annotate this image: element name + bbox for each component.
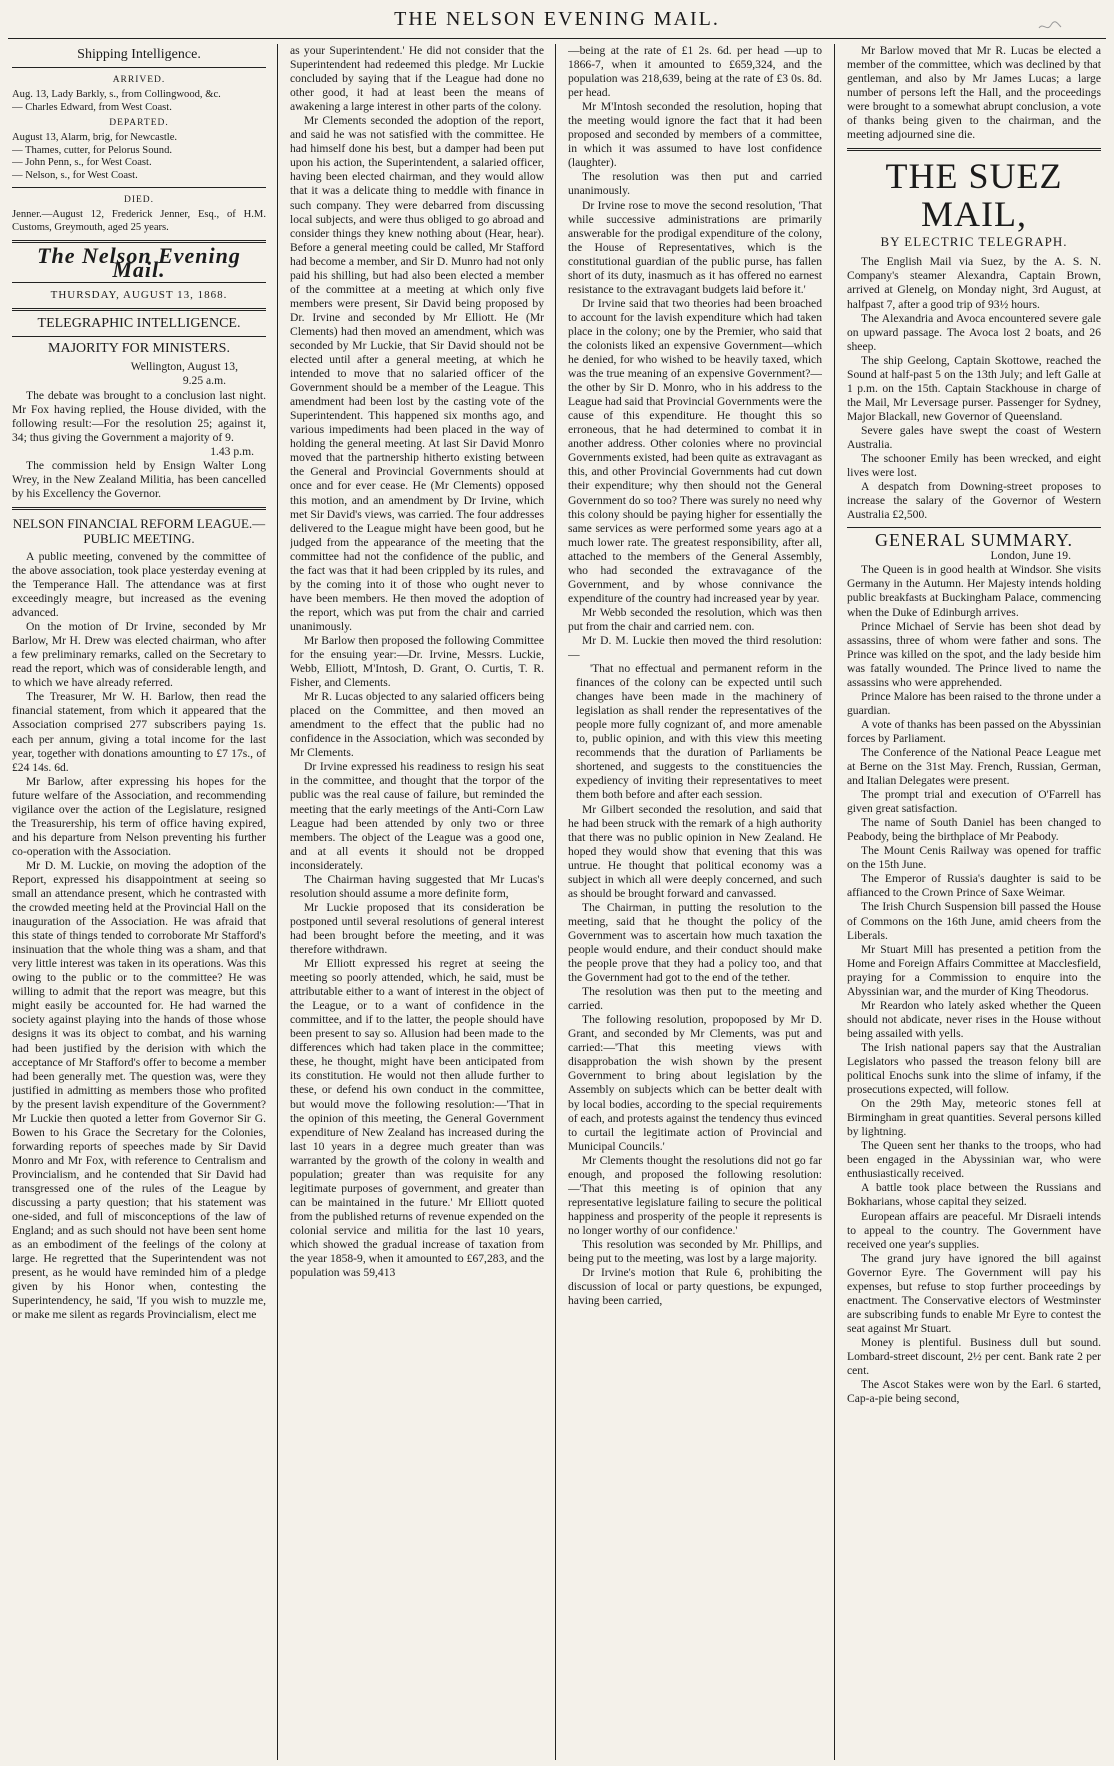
article-paragraph: Mr R. Lucas objected to any salaried officers being placed on the Committee, and then moved an amendment to the effect that the public had no confidence in the Association, which was seconded by Mr Clements. — [290, 690, 544, 760]
divider — [12, 282, 266, 283]
article-paragraph: The ship Geelong, Captain Skottowe, reached the Sound at half-past 5 on the 13th July; and left Galle at 1 p.m. on the 15th. Captain Stackhouse in charge of the Mail, Mr Leversage purser. Passenger for Sydney, Major Blackall, new Governor of Queensland. — [847, 353, 1101, 423]
suez-mail-subheading: BY ELECTRIC TELEGRAPH. — [880, 234, 1068, 250]
departure-entry: August 13, Alarm, brig, for Newcastle. — [12, 132, 178, 144]
divider — [847, 527, 1101, 528]
column-2 — [290, 44, 544, 1760]
article-paragraph: The commission held by Ensign Walter Long Wrey, in the New Zealand Militia, has been cancelled by his Excellency the Governor. — [12, 458, 266, 500]
article-paragraph: Mr D. M. Luckie, on moving the adoption of the Report, expressed his disappointment at seeing so small an attendance present, which he contrasted with the crowded meeting held at the Provincial Hall on the inauguration of the Association. He was afraid that this state of things tended to corroborate Mr Stafford's insinuation that the whole thing was a sham, and that very little interest was taken in its operations. Was this owing to the public or to the committee? He was willing to admit that the report was meagre, but this might easily be accounted for. He had warned the society against playing into the hands of those whose designs it was its object to combat, and his warning had been justified by the derision with which the acceptance of Mr Stafford's offer to become a member had been generally met. The question was, were they justified in admitting as members those who profited by the present lavish expenditure of the Government? Mr Luckie then quoted a letter from Governor Sir G. Bowen to his Grace the Secretary for the Colonies, forwarding reports of speeches made by Sir David Monro and Mr Fox, with reference to Centralism and Provincialism, and he contended that Sir David had transgressed one of the rules of the League by discussing a party question; that his statement was one-sided, and full of misconceptions of the law of England; and as such should not have been sent home as an embodiment of the feelings of the colony at large. He regretted that the Superintendent was not present, as he would have reminded him of a pledge given by his Honor when, contesting the Superintendency, he said, 'If you wish to muzzle me, or make me silent as regards Provincialism, elect me — [12, 858, 266, 1322]
death-notice: Jenner.—August 12, Frederick Jenner, Esq., of H.M. Customs, Greymouth, aged 25 years. — [12, 209, 266, 233]
article-paragraph: The following resolution, propoposed by Mr D. Grant, and seconded by Mr Clements, was put and carried:—'That this meeting views with disapprobation the wish shown by the present Government to bring about legislation by the Assembly on subjects which can be better dealt with by local bodies, according to the special requirements of each, and protests against the tendency thus evinced to curtail the legitimate action of Provincial and Municipal Councils.' — [568, 1013, 822, 1153]
divider — [12, 336, 266, 337]
article-paragraph: The resolution was then put to the meeting and carried. — [568, 985, 822, 1013]
masthead-rule — [8, 38, 1106, 39]
divider — [12, 187, 266, 188]
column-4 — [847, 44, 1101, 1760]
departure-entry: — Thames, cutter, for Pelorus Sound. — [12, 144, 173, 156]
column-rule — [277, 44, 278, 1760]
article-paragraph: The Chairman, in putting the resolution to the meeting, said that he thought the policy of the Government was to ascertain how much taxation the people would endure, and their conduct should make the people prove that they had a policy too, and that the Government had got to the end of the tether. — [568, 900, 822, 985]
article-paragraph: On the 29th May, meteoric stones fell at Birmingham in great quantities. Several persons killed by lightning. — [847, 1097, 1101, 1139]
article-paragraph: Dr Irvine expressed his readiness to resign his seat in the committee, and thought that the torpor of the public was the real cause of failure, but reminded the meeting that the early meetings of the Anti-Corn Law League had been attended by only two or three members. The object of the League was a good one, and at all events it should not be dropped inconsiderately. — [290, 760, 544, 872]
article-paragraph: The Emperor of Russia's daughter is said to be affianced to the Crown Prince of Saxe Weimar. — [847, 872, 1101, 900]
resolution-quote: 'That no effectual and permanent reform in the finances of the colony can be expected until such changes have been made in the machinery of legislation as shall render the representatives of the people more fully cognizant of, and more amenable to, public opinion, and with this view this meeting recommends that the duration of Parliaments be shortened, and suggests to the constituencies the expediency of inviting their representatives to meet them both before and after each session. — [576, 662, 822, 802]
article-paragraph: A despatch from Downing-street proposes to increase the salary of the Governor of Western Australia £2,500. — [847, 480, 1101, 522]
article-paragraph: The grand jury have ignored the bill against Governor Eyre. The Government will pay his expenses, but refuse to stop further proceedings by enactment. The Conservative electors of Westminster are subscribing funds to enable Mr Eyre to contest the seat against Mr Stuart. — [847, 1251, 1101, 1335]
issue-date: THURSDAY, AUGUST 13, 1868. — [50, 289, 228, 302]
article-paragraph: Dr Irvine's motion that Rule 6, prohibiting the discussion of local or party questions, be expunged, having been carried, — [568, 1266, 822, 1308]
article-paragraph: The English Mail via Suez, by the A. S. N. Company's steamer Alexandra, Captain Brown, arrived at Glenelg, on Monday night, 3rd August, at halfpast 7, after a good trip of 93½ hours. — [847, 255, 1101, 311]
column-rule — [555, 44, 556, 1760]
shipping-heading: Shipping Intelligence. — [77, 47, 201, 62]
article-paragraph: Mr Clements thought the resolutions did not go far enough, and proposed the following resolution:—'That this meeting is of opinion that any representative legislature failing to secure the political happiness and prosperity of the people it represents is no longer worthy of our confidence.' — [568, 1153, 822, 1237]
article-paragraph: The Chairman having suggested that Mr Lucas's resolution should assume a more definite form, — [290, 872, 544, 900]
died-heading: DIED. — [123, 195, 155, 206]
divider — [12, 308, 266, 311]
article-paragraph: Mr D. M. Luckie then moved the third resolution:— — [568, 633, 822, 662]
article-paragraph: The Queen sent her thanks to the troops, who had been engaged in the Abyssinian war, who were enthusiastically received. — [847, 1139, 1101, 1181]
article-paragraph: Mr Stuart Mill has presented a petition from the Home and Foreign Affairs Committee at Macclesfield, praying for a Commission to enquire into the Abyssinian war, and the murder of King Theodorus. — [847, 942, 1101, 998]
paper-title: The Nelson Evening Mail. — [37, 243, 241, 283]
telegraphic-heading: TELEGRAPHIC INTELLIGENCE. — [37, 316, 241, 332]
departure-entry: — John Penn, s., for West Coast. — [12, 157, 152, 169]
article-paragraph: The Irish Church Suspension bill passed the House of Commons on the 16th June, amid cheers from the Liberals. — [847, 900, 1101, 942]
article-paragraph: European affairs are peaceful. Mr Disraeli intends to appeal to the country. The Government have received one year's supplies. — [847, 1209, 1101, 1251]
article-paragraph: Mr Luckie proposed that its consideration be postponed until several resolutions of general interest had been brought before the meeting, and it was therefore withdrawn. — [290, 900, 544, 956]
article-paragraph: The Ascot Stakes were won by the Earl. 6 started, Cap-a-pie being second, — [847, 1378, 1101, 1406]
divider — [12, 67, 266, 68]
article-paragraph: The prompt trial and execution of O'Farrell has given great satisfaction. — [847, 788, 1101, 816]
departure-entry: — Nelson, s., for West Coast. — [12, 169, 138, 181]
departed-heading: DEPARTED. — [109, 118, 169, 129]
general-summary-heading: GENERAL SUMMARY. — [874, 530, 1074, 551]
column-3 — [568, 44, 822, 1760]
article-paragraph: Mr Barlow moved that Mr R. Lucas be elected a member of the committee, which was declined by that gentleman, and also by Mr James Lucas; a large number of persons left the Hall, and the proceedings were brought to a somewhat abrupt conclusion, a vote of thanks being given to the chairman, and the meeting adjourned sine die. — [847, 44, 1101, 142]
article-paragraph: The Alexandria and Avoca encountered severe gale on upward passage. The Avoca lost 2 boats, and 26 sheep. — [847, 311, 1101, 353]
article-paragraph: Mr Barlow then proposed the following Committee for the ensuing year:—Dr. Irvine, Messrs. Luckie, Webb, Elliott, M'Intosh, D. Grant, O. Curtis, T. R. Fisher, and Clements. — [290, 633, 544, 690]
column-1 — [12, 44, 266, 1760]
article-paragraph: Money is plentiful. Business dull but sound. Lombard-street discount, 2½ per cent. Bank rate 2 per cent. — [847, 1335, 1101, 1378]
article-paragraph: A vote of thanks has been passed on the Abyssinian forces by Parliament. — [847, 717, 1101, 745]
article-paragraph: Mr Reardon who lately asked whether the Queen should not abdicate, never rises in the House without being assailed with yells. — [847, 998, 1101, 1040]
arrival-entry: Aug. 13, Lady Barkly, s., from Collingwood, &c. — [12, 89, 221, 101]
article-paragraph: Prince Malore has been raised to the throne under a guardian. — [847, 689, 1101, 717]
time-stamp: 1.43 p.m. — [210, 444, 254, 458]
article-paragraph: Mr Barlow, after expressing his hopes for the future welfare of the Association, and recommending vigilance over the action of the Legislature, resigned the Treasurership, his term of office having expired, and his departure from Nelson preventing his further co-operation with the Association. — [12, 774, 266, 858]
article-paragraph: A public meeting, convened by the committee of the above association, took place yesterday evening at the Temperance Hall. The attendance was at first exceedingly meagre, but increased as the evening advanced. — [12, 549, 266, 620]
ink-mark-icon — [1038, 20, 1062, 32]
article-paragraph: Mr Gilbert seconded the resolution, and said that he had been struck with the remark of a high authority that there was no public opinion in New Zealand. He hoped they would show that evening that this was untrue. He thought that political economy was a subject in which all were deeply concerned, and such as should be brought forward and canvassed. — [568, 802, 822, 900]
article-paragraph: The Queen is in good health at Windsor. She visits Germany in the Autumn. Her Majesty intends holding public breakfasts at Buckingham Palace, commencing when the Duke of Edinburgh arrives. — [847, 563, 1101, 619]
suez-mail-heading: THE SUEZ MAIL, — [885, 156, 1063, 235]
time-stamp: 9.25 a.m. — [182, 374, 226, 388]
wellington-dateline: Wellington, August 13, — [130, 360, 238, 374]
article-paragraph: The Conference of the National Peace League met at Berne on the 31st May. French, Russian, German, and Italian Delegates were present. — [847, 745, 1101, 788]
article-paragraph: Prince Michael of Servie has been shot dead by assassins, three of whom were father and sons. The Prince was killed on the spot, and the lady beside him was fatally wounded. The Prince lived to name the assassins who were apprehended. — [847, 619, 1101, 689]
article-paragraph: as your Superintendent.' He did not consider that the Superintendent had redeemed this pledge. Mr Luckie concluded by saying that if the League had done no other good, it had at least been the means of awakening a large interest in other parts of the colony. — [290, 44, 544, 114]
summary-dateline: London, June 19. — [990, 549, 1071, 563]
majority-heading: MAJORITY FOR MINISTERS. — [48, 341, 230, 357]
article-paragraph: —being at the rate of £1 2s. 6d. per head —up to 1866-7, when it amounted to £659,324, and the population was 218,639, being at the rate of £3 0s. 8d. per head. — [568, 44, 822, 100]
article-paragraph: Mr M'Intosh seconded the resolution, hoping that the meeting would ignore the fact that it had been proposed and seconded by members of a committee, in which it was assumed to have lost confidence (laughter). — [568, 100, 822, 170]
article-paragraph: On the motion of Dr Irvine, seconded by Mr Barlow, Mr H. Drew was elected chairman, who after a few preliminary remarks, called on the Secretary to read the report, which was of considerable length, and to which we have already referred. — [12, 620, 266, 690]
financial-reform-heading: NELSON FINANCIAL REFORM LEAGUE.—PUBLIC MEETING. — [12, 515, 266, 546]
article-paragraph: Dr Irvine said that two theories had been broached to account for the lavish expenditure which had taken place in the colony; one by the Premier, who said that the colonists liked an expensive Government—which he denied, for who wished to be heavily taxed, which was the true meaning of an expensive Government?—the other by Sir D. Monro, who in his address to the League had said that Provincial Governments were the cause of this expenditure. He thought this so erroneous, that he had determined to combat it in another address. Other colonies where no provincial Governments existed, had been quite as extravagant as this, and other Provincial Governments had cut down their expenditure; why then should not the General Government do so too? There was surely no need why this colony should be paying higher for essentially the same services as were performed some years ago at a much lower rate. The greatest responsibility, after all, attached to the members of the General Assembly, who had seconded the extravagance of the Government, and by whose connivance the expenditure of the country had increased year by year. — [568, 296, 822, 605]
article-paragraph: The name of South Daniel has been changed to Peabody, being the birthplace of Mr Peabody. — [847, 816, 1101, 844]
masthead — [0, 6, 1114, 36]
article-paragraph: A battle took place between the Russians and Bokharians, whose capital they seized. — [847, 1181, 1101, 1209]
newspaper-title: THE NELSON EVENING MAIL. — [394, 8, 720, 30]
divider — [12, 507, 266, 510]
article-paragraph: Mr Elliott expressed his regret at seeing the meeting so poorly attended, which, he said, must be attributable either to a want of interest in the object of the League, or to a want of confidence in the committee, and if to the latter, the people should have been present to say so. Allusion had been made to the differences which had taken place in the committee; these, he thought, might have been anticipated from its constitution. He would not then allude further to these, or defend his own conduct in the committee, but would move the following resolution:—'That in the opinion of this meeting, the General Government expenditure of New Zealand has increased during the last 10 years in a degree much greater than was warranted by the growth of the colony in wealth and population; greater than was requisite for any legitimate purposes of government, and greater than can be maintained in the future.' Mr Elliott quoted from the published returns of revenue expended on the colonial service and militia for the last 10 years, which showed the gradual increase of taxation from the year 1858-9, when it amounted to £67,283, and the population was 59,413 — [290, 957, 544, 1280]
article-paragraph: This resolution was seconded by Mr. Phillips, and being put to the meeting, was lost by a large majority. — [568, 1237, 822, 1266]
article-paragraph: The Irish national papers say that the Australian Legislators who passed the treason felony bill are political Enochs sunk into the slime of infamy, if the prosecutions expected, will follow. — [847, 1040, 1101, 1097]
article-paragraph: Mr Webb seconded the resolution, which was then put from the chair and carried nem. con. — [568, 605, 822, 633]
article-paragraph: Dr Irvine rose to move the second resolution, 'That while successive administrations are primarily answerable for the prodigal expenditure of the colony, the House of Representatives, which is the constitutional guardian of the public purse, has fallen short of its duty, inasmuch as it has offered no earnest resistance to the extravagant budgets laid before it.' — [568, 198, 822, 296]
article-paragraph: The resolution was then put and carried unanimously. — [568, 170, 822, 198]
article-paragraph: The schooner Emily has been wrecked, and eight lives were lost. — [847, 452, 1101, 480]
article-paragraph: Mr Clements seconded the adoption of the report, and said he was not satisfied with the committee. He had himself done his best, but a damper had been put upon his action, the Superintendent, a salaried officer, having been elected chairman, and they would allow that it was a delicate thing to meddle with finance in such company. They were debarred from discussing local subjects, and were thus obliged to go abroad and consider things they knew nothing about (Hear, hear). Before a general meeting could be called, Mr Stafford had become a member, and Sir D. Munro had not only paid his shilling, but had also been elected a member of the committee at a meeting at which only five members were present, Sir David being proposed by Dr. Irvine and seconded by Mr Elliott. He (Mr Clements) had then moved an amendment, which was seconded by Mr Luckie, that Sir David should not be elected until after a general meeting, at which he intended to move that no salaried officer of the Government should be a member of the League. This amendment had been lost by the casting vote of the Superintendent. This happened six months ago, and various impediments had been placed in the way of holding the general meeting. At last Sir David Monro moved that the partnership hitherto existing between the General and Provincial Governments should at once and for ever cease. He (Mr Clements) opposed this motion, and an amendment by Dr Irvine, which met Sir David's views, was carried. The four addresses delivered to the League might have been good, but he judged from the appearance of the meeting that the committee had not the confidence of the public, and the fact was that it had been crippled by its rules, and by the coming into it of those who ought never to have been members. He then moved the adoption of the report, which was put from the chair and carried unanimously. — [290, 114, 544, 633]
article-paragraph: Severe gales have swept the coast of Western Australia. — [847, 423, 1101, 451]
article-paragraph: The Mount Cenis Railway was opened for traffic on the 15th June. — [847, 844, 1101, 872]
article-paragraph: The Treasurer, Mr W. H. Barlow, then read the financial statement, from which it appeared that the Association comprised 277 subscribers paying 1s. each per annum, giving a total income for the last year, together with donations amounting to £7 17s., of £24 14s. 6d. — [12, 690, 266, 774]
divider — [847, 148, 1101, 151]
article-paragraph: The debate was brought to a conclusion last night. Mr Fox having replied, the House divided, with the following result:—For the resolution 25; against it, 34; thus giving the Government a majority of 9. — [12, 388, 266, 444]
arrived-heading: ARRIVED. — [112, 75, 166, 86]
arrival-entry: — Charles Edward, from West Coast. — [12, 101, 172, 113]
column-rule — [834, 44, 835, 1760]
